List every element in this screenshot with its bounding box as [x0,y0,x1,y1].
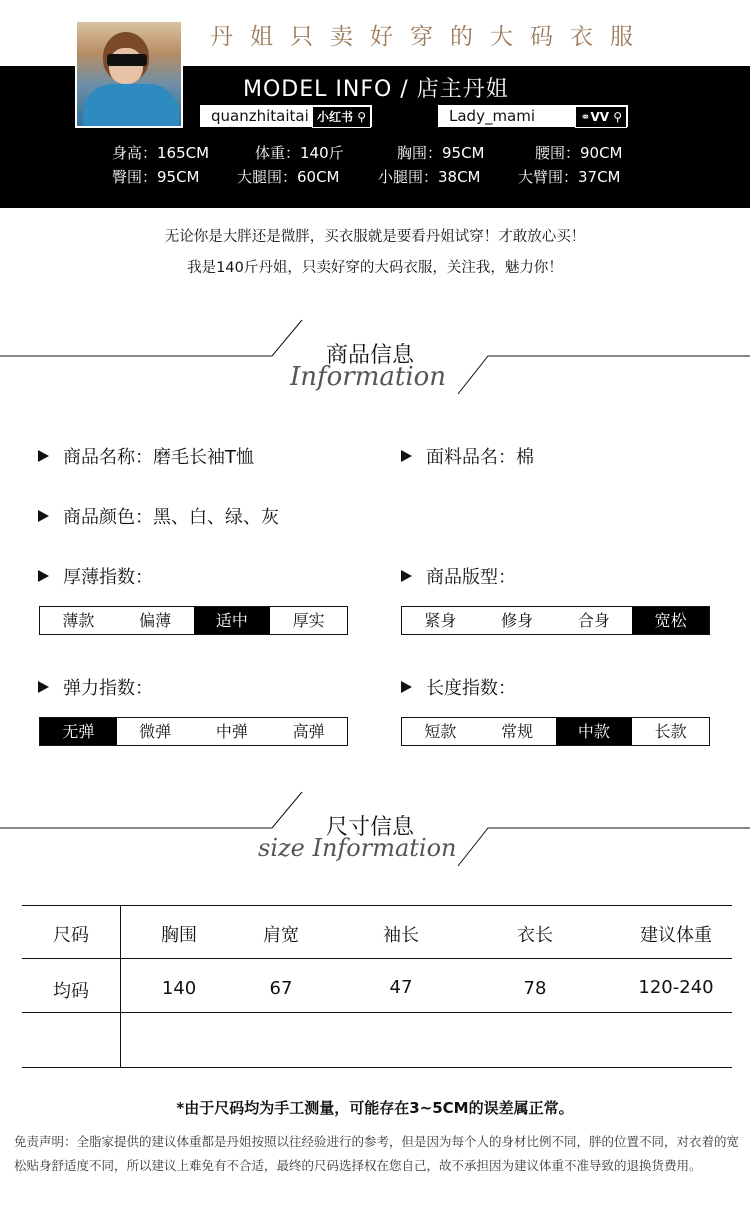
size-information-script: size Information [258,834,457,862]
model-info-title: MODEL INFO / 店主丹姐 [243,77,509,102]
header-sleeve: 袖长 [383,925,419,946]
elasticity-option: 微弹 [139,722,172,741]
table-header-rule [22,958,732,959]
arrow-icon [38,570,49,582]
stat-thigh: 大腿围：60CM [237,168,340,186]
length-option: 短款 [424,722,457,741]
arrow-icon [38,450,49,462]
xiaohongshu-tag: 小红书 ⚲ [312,106,371,128]
thickness-option: 偏薄 [139,611,172,630]
length-label: 长度指数： [401,674,516,700]
thickness-option-selected: 适中 [194,607,271,634]
stat-hip: 臀围：95CM [112,168,200,186]
length-option: 常规 [501,722,534,741]
arrow-icon [38,681,49,693]
stat-waist: 腰围：90CM [535,144,623,162]
elasticity-label: 弹力指数： [38,674,153,700]
table-column-divider [120,905,121,1067]
table-bottom-rule [22,1067,732,1068]
fit-option: 合身 [577,611,610,630]
header-weight: 建议体重 [640,925,712,946]
avatar [75,20,183,128]
cell-weight: 120-240 [638,977,714,998]
length-option: 长款 [654,722,687,741]
cell-size: 均码 [53,981,89,1002]
wechat-tag: ⚭VV ⚲ [575,106,627,128]
cell-shoulder: 67 [269,978,293,999]
thickness-option: 薄款 [62,611,95,630]
thickness-label: 厚薄指数： [38,563,153,589]
table-top-rule [22,905,732,906]
header-size: 尺码 [53,925,89,946]
fit-label: 商品版型： [401,563,516,589]
search-icon: ⚲ [613,110,622,124]
arrow-icon [38,510,49,522]
cell-sleeve: 47 [389,977,413,998]
thickness-option: 厚实 [292,611,325,630]
elasticity-option-selected: 无弹 [40,718,117,745]
arrow-icon [401,570,412,582]
information-script: Information [290,362,447,392]
fit-option: 紧身 [424,611,457,630]
product-name: 商品名称：磨毛长袖T恤 [38,443,254,469]
fit-option: 修身 [501,611,534,630]
slogan: 丹姐只卖好穿的大码衣服 [210,24,650,50]
disclaimer: 免责声明：全脂家提供的建议体重都是丹姐按照以往经验进行的参考，但是因为每个人的身材比例不同，胖的位置不同，对衣着的宽松贴身舒适度不同，所以建议上难免有不合适，最终的尺码选择权在您自己，故不承担因为建议体重不准导致的退换货费用。 [14,1134,740,1173]
header-shoulder: 肩宽 [263,925,299,946]
elasticity-option: 高弹 [292,722,325,741]
account-xiaohongshu: quanzhitaitai 小红书 ⚲ [200,105,372,127]
fabric-name: 面料品名：棉 [401,443,534,469]
account-weixin: Lady_mami ⚭VV ⚲ [438,105,628,127]
wechat-icon: ⚭ [580,110,591,124]
intro-line-2: 我是140斤丹姐，只卖好穿的大码衣服，关注我，魅力你！ [187,260,563,276]
arrow-icon [401,450,412,462]
stat-bust: 胸围：95CM [397,144,485,162]
elasticity-option: 中弹 [215,722,248,741]
cell-length: 78 [523,978,547,999]
header-bust: 胸围 [161,925,197,946]
product-info-title: 商品信息 [326,343,415,368]
fit-scale [401,606,710,635]
measurement-note: *由于尺码均为手工测量，可能存在3~5CM的误差属正常。 [176,1099,574,1117]
fit-option-selected: 宽松 [632,607,709,634]
thickness-scale [39,606,348,635]
stat-height: 身高：165CM [112,144,210,162]
elasticity-scale [39,717,348,746]
header-length: 衣长 [517,925,553,946]
table-row-rule [22,1012,732,1013]
length-scale [401,717,710,746]
cell-bust: 140 [161,978,197,999]
search-icon: ⚲ [357,110,366,124]
intro-line-1: 无论你是大胖还是微胖，买衣服就是要看丹姐试穿！才敢放心买！ [164,229,586,245]
stat-weight: 体重：140斤 [255,144,344,162]
stat-upper-arm: 大臂围：37CM [518,168,621,186]
stat-calf: 小腿围：38CM [378,168,481,186]
product-color: 商品颜色：黑、白、绿、灰 [38,503,279,529]
arrow-icon [401,681,412,693]
size-info-title: 尺寸信息 [326,815,415,840]
length-option-selected: 中款 [556,718,633,745]
